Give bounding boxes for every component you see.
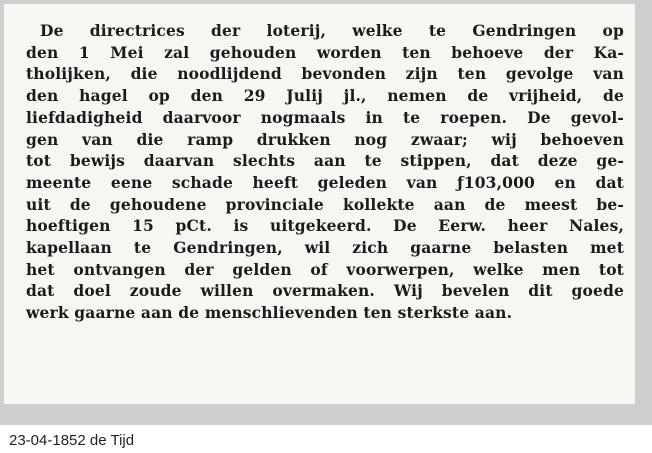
article-line: tholijken, die noodlijdend bevonden zijn ten gevolge van bbox=[26, 64, 624, 84]
article-line: tot bewijs daarvan slechts aan te stippen, dat deze ge- bbox=[26, 151, 624, 171]
newspaper-clipping bbox=[4, 4, 635, 404]
article-line: hoeftigen 15 pCt. is uitgekeerd. De Eerw. heer Nales, bbox=[26, 216, 624, 236]
article-line: meente eene schade heeft geleden van ƒ103,000 en dat bbox=[26, 172, 624, 192]
article-line: kapellaan te Gendringen, wil zich gaarne belasten met bbox=[26, 238, 624, 258]
source-caption: 23-04-1852 de Tijd bbox=[9, 432, 135, 449]
article-line: liefdadigheid daarvoor nogmaals in te roepen. De gevol- bbox=[26, 107, 624, 127]
article-line: den hagel op den 29 Julij jl., nemen de vrijheid, de bbox=[26, 86, 624, 106]
article-line: werk gaarne aan de menschlievenden ten sterkste aan. bbox=[26, 303, 513, 323]
article-line: dat doel zoude willen overmaken. Wij bevelen dit goede bbox=[26, 281, 624, 301]
article-line: het ontvangen der gelden of voorwerpen, welke men tot bbox=[26, 259, 624, 279]
article-line: De directrices der loterij, welke te Gendringen op bbox=[40, 21, 624, 40]
article-line: den 1 Mei zal gehouden worden ten behoeve der Ka- bbox=[26, 42, 624, 62]
article-text bbox=[26, 20, 625, 324]
article-line: uit de gehoudene provinciale kollekte aan de meest be- bbox=[26, 194, 624, 214]
article-line: gen van die ramp drukken nog zwaar; wij behoeven bbox=[26, 129, 624, 149]
